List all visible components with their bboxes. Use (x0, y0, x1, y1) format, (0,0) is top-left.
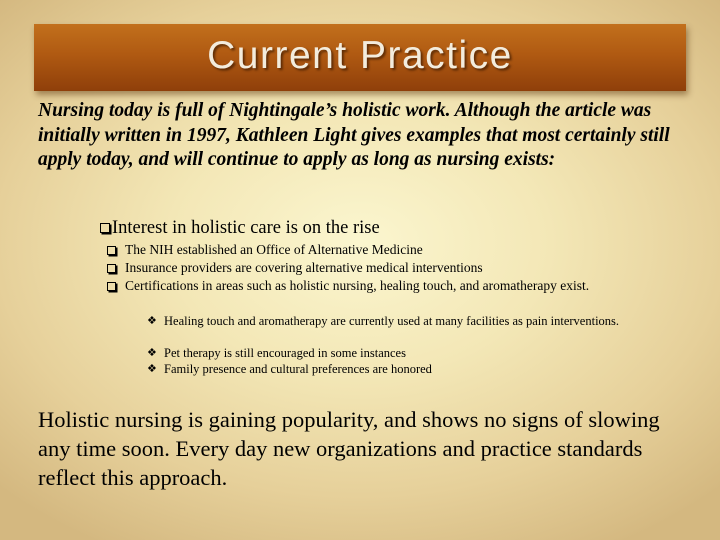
bullet-level3-text: Pet therapy is still encouraged in some instances (164, 346, 406, 360)
diamond-bullet-icon: ❖ (147, 314, 157, 327)
bullet-level3-text: Healing touch and aromatherapy are currently used at many facilities as pain interventions. (164, 314, 620, 328)
bullet-level3-item (147, 361, 667, 378)
diamond-bullet-icon: ❖ (147, 346, 157, 359)
checkbox-bullet-icon (107, 246, 116, 255)
closing-paragraph: Holistic nursing is gaining popularity, and shows no signs of slowing any time soon. Every day new organizations and practice standards reflect this approach. (38, 407, 660, 490)
bullet-level2-text: The NIH established an Office of Alternative Medicine (125, 242, 423, 257)
slide-title: Current Practice (207, 33, 513, 77)
bullet-level2-text: Certifications in areas such as holistic nursing, healing touch, and aromatherapy exist. (125, 278, 590, 293)
checkbox-bullet-icon (107, 282, 116, 291)
bullet-level1-text: Interest in holistic care is on the rise (112, 218, 380, 238)
bullet-level2-item (107, 259, 687, 277)
diamond-bullet-icon: ❖ (147, 362, 157, 375)
bullet-level2-item (107, 241, 687, 259)
bullet-level2-item (107, 277, 687, 295)
intro-paragraph: Nursing today is full of Nightingale’s holistic work. Although the article was initially written in 1997, Kathleen Light gives examples that most certainly still apply today, and will continue to apply as long as nursing exists: (38, 100, 670, 170)
bullet-level3-item (147, 345, 667, 362)
bullet-level1-item (100, 217, 380, 239)
checkbox-bullet-icon (107, 264, 116, 273)
bullet-level3-text: Family presence and cultural preferences are honored (164, 362, 432, 376)
bullet-level2-text: Insurance providers are covering alternative medical interventions (125, 260, 483, 275)
bullet-level3-item (147, 313, 667, 330)
title-bar (34, 24, 686, 91)
checkbox-bullet-icon (100, 223, 110, 233)
